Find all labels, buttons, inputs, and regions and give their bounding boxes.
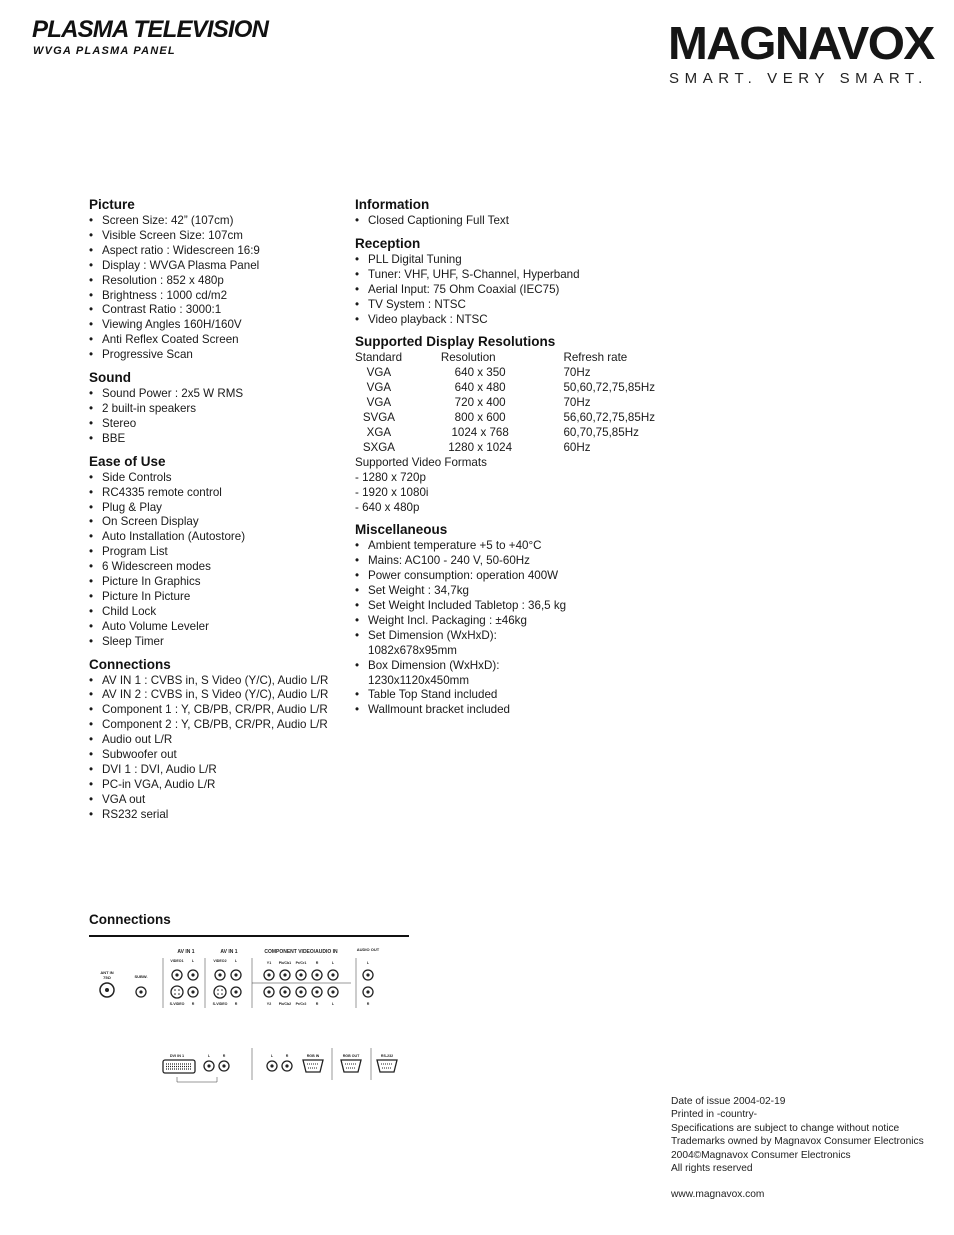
jack-pin-icon — [191, 990, 194, 993]
miscellaneous-list — [355, 539, 655, 718]
list-item: • Plug & Play — [89, 501, 351, 516]
table-cell: 60Hz — [563, 440, 591, 454]
video-formats-label: Supported Video Formats — [355, 455, 487, 469]
list-item: • Child Lock — [89, 605, 351, 620]
video-format-item: - 1280 x 720p — [355, 470, 426, 484]
section-sound — [89, 369, 351, 447]
section-resolutions — [355, 333, 655, 515]
pr2-label: Pr/Cr2 — [295, 1002, 307, 1006]
list-item: • Set Weight Included Tabletop : 36,5 kg — [355, 599, 655, 614]
sound-list — [89, 387, 351, 447]
table-header-row — [355, 351, 655, 366]
table-row — [355, 366, 655, 381]
component-label: COMPONENT VIDEO/AUDIO IN — [264, 949, 338, 955]
resolutions-table — [355, 351, 655, 455]
video1-label: VIDEO1 — [170, 959, 184, 963]
list-item: • Aerial Input: 75 Ohm Coaxial (IEC75) — [355, 283, 655, 298]
svideo-pin-icon — [217, 989, 219, 991]
list-item: • 6 Widescreen modes — [89, 560, 351, 575]
jack-pin-icon — [222, 1064, 225, 1067]
footer-line: Date of issue 2004-02-19 — [671, 1096, 786, 1107]
column-header: Resolution — [440, 351, 496, 365]
vga-in-port-icon — [303, 1060, 323, 1072]
video2-label: VIDEO2 — [213, 959, 227, 963]
list-item: • RC4335 remote control — [89, 486, 351, 501]
list-item: • 2 built-in speakers — [89, 402, 351, 417]
video-format-item: - 1920 x 1080i — [355, 485, 429, 499]
jack-pin-icon — [331, 973, 334, 976]
jack-pin-icon — [315, 973, 318, 976]
dvi-in-label: DVI IN 1 — [169, 1054, 185, 1058]
jack-pin-icon — [366, 990, 369, 993]
spacer — [671, 1175, 924, 1188]
ease-of-use-list — [89, 471, 351, 650]
table-cell: VGA — [366, 366, 392, 380]
rgb-in-label: RGB IN — [306, 1054, 320, 1058]
subwoofer-label: SUBW. — [134, 974, 148, 979]
section-reception — [355, 235, 655, 328]
diagram-title: Connections — [89, 912, 171, 927]
table-row — [355, 396, 655, 411]
list-item: • Display : WVGA Plasma Panel — [89, 259, 351, 274]
l-label: L — [366, 961, 370, 965]
table-cell: 720 x 400 — [454, 396, 506, 410]
table-row — [355, 426, 655, 441]
svideo-label: S-VIDEO — [212, 1002, 228, 1006]
list-item: • Picture In Graphics — [89, 575, 351, 590]
table-cell: 70Hz — [563, 396, 591, 410]
pr1-label: Pr/Cr1 — [295, 961, 307, 965]
jack-pin-icon — [366, 973, 369, 976]
brand-tagline: SMART. VERY SMART. — [669, 70, 928, 87]
r-label: R — [285, 1054, 289, 1058]
svideo-pin-icon — [174, 989, 176, 991]
connections-diagram — [89, 940, 409, 1090]
list-item: • Component 1 : Y, CB/PB, CR/PR, Audio L/R — [89, 703, 351, 718]
right-column — [355, 196, 655, 724]
svideo-jack-icon — [171, 986, 183, 998]
list-item: • On Screen Display — [89, 515, 351, 530]
list-item: • Box Dimension (WxHxD): 1230x1120x450mm — [355, 659, 518, 689]
footer-line: Specifications are subject to change without notice — [671, 1122, 900, 1134]
list-item: • Resolution : 852 x 480p — [89, 274, 351, 289]
table-cell: VGA — [366, 381, 392, 395]
brand-logo: MAGNAVOX — [668, 17, 934, 69]
jack-pin-icon — [207, 1064, 210, 1067]
list-item: • Sound Power : 2x5 W RMS — [89, 387, 351, 402]
table-cell: SXGA — [362, 440, 396, 454]
section-connections — [89, 656, 351, 823]
jack-pin-icon — [234, 973, 237, 976]
page-title: PLASMA TELEVISION — [32, 16, 269, 43]
list-item: • Side Controls — [89, 471, 351, 486]
svideo-pin-icon — [174, 993, 176, 995]
footer — [671, 1095, 924, 1202]
list-item: • Anti Reflex Coated Screen — [89, 333, 351, 348]
divider — [89, 935, 409, 937]
subwoofer-pin-icon — [139, 990, 142, 993]
svideo-pin-icon — [217, 993, 219, 995]
table-cell: 640 x 480 — [454, 381, 506, 395]
jack-pin-icon — [315, 990, 318, 993]
picture-list — [89, 214, 351, 363]
list-item: • PC-in VGA, Audio L/R — [89, 778, 351, 793]
information-list — [355, 214, 655, 229]
footer-line: Printed in -country- — [671, 1109, 758, 1121]
table-cell: 1024 x 768 — [451, 425, 509, 439]
list-item: • Component 2 : Y, CB/PB, CR/PR, Audio L/R — [89, 718, 351, 733]
r-label: R — [222, 1054, 226, 1058]
section-heading: Miscellaneous — [355, 522, 448, 538]
list-item: • AV IN 1 : CVBS in, S Video (Y/C), Audio L/R — [89, 674, 351, 689]
y1-label: Y1 — [266, 961, 272, 965]
jack-pin-icon — [218, 973, 221, 976]
list-item: • Video playback : NTSC — [355, 313, 655, 328]
list-item: • Viewing Angles 160H/160V — [89, 318, 351, 333]
list-item: • Set Weight : 34,7kg — [355, 584, 655, 599]
list-item: • VGA out — [89, 793, 351, 808]
list-item: • Progressive Scan — [89, 348, 351, 363]
jack-pin-icon — [331, 990, 334, 993]
l-label: L — [207, 1054, 211, 1058]
antenna-pin-icon — [105, 988, 109, 992]
jack-pin-icon — [285, 1064, 288, 1067]
list-item: • Mains: AC100 - 240 V, 50-60Hz — [355, 554, 655, 569]
table-cell: 50,60,72,75,85Hz — [563, 381, 655, 395]
r-label: R — [234, 1002, 238, 1006]
pb2-label: Pb/Cb2 — [278, 1002, 292, 1006]
audio-out-label: AUDIO OUT — [356, 947, 380, 952]
section-miscellaneous — [355, 521, 655, 718]
list-item: • Program List — [89, 545, 351, 560]
section-ease-of-use — [89, 453, 351, 650]
table-cell: 1280 x 1024 — [448, 440, 513, 454]
list-item: • Wallmount bracket included — [355, 703, 655, 718]
jack-pin-icon — [175, 973, 178, 976]
column-header: Refresh rate — [563, 351, 628, 365]
section-information — [355, 196, 655, 229]
list-item: • TV System : NTSC — [355, 298, 655, 313]
svideo-label: S-VIDEO — [169, 1002, 185, 1006]
l-label: L — [191, 959, 195, 963]
jack-pin-icon — [270, 1064, 273, 1067]
jack-pin-icon — [191, 973, 194, 976]
table-cell: 800 x 600 — [454, 411, 506, 425]
list-item: • DVI 1 : DVI, Audio L/R — [89, 763, 351, 778]
list-item: • Closed Captioning Full Text — [355, 214, 655, 229]
list-item: • Picture In Picture — [89, 590, 351, 605]
jack-pin-icon — [299, 990, 302, 993]
l-label: L — [234, 959, 238, 963]
list-item: • PLL Digital Tuning — [355, 253, 655, 268]
section-heading: Supported Display Resolutions — [355, 334, 556, 350]
y2-label: Y2 — [266, 1002, 272, 1006]
list-item: • Auto Installation (Autostore) — [89, 530, 351, 545]
table-cell: 640 x 350 — [454, 366, 506, 380]
vga-out-port-icon — [341, 1060, 361, 1072]
r-label: R — [315, 961, 319, 965]
jack-pin-icon — [267, 973, 270, 976]
list-item: • Screen Size: 42” (107cm) — [89, 214, 351, 229]
section-heading: Sound — [89, 370, 131, 386]
list-item: • Visible Screen Size: 107cm — [89, 229, 351, 244]
list-item: • Audio out L/R — [89, 733, 351, 748]
rgb-out-label: RGB OUT — [342, 1054, 360, 1058]
r-label: R — [191, 1002, 195, 1006]
table-row — [355, 411, 655, 426]
reception-list — [355, 253, 655, 328]
list-item: • Tuner: VHF, UHF, S-Channel, Hyperband — [355, 268, 655, 283]
footer-line: All rights reserved — [671, 1163, 753, 1175]
r-label: R — [366, 1002, 370, 1006]
rs232-port-icon — [377, 1060, 397, 1072]
section-heading: Ease of Use — [89, 453, 166, 469]
list-item: • Table Top Stand included — [355, 688, 655, 703]
dvi-link-bracket — [177, 1077, 217, 1082]
footer-line: 2004©Magnavox Consumer Electronics — [671, 1149, 851, 1161]
svideo-pin-icon — [221, 989, 223, 991]
table-row — [355, 381, 655, 396]
table-cell: VGA — [366, 396, 392, 410]
jack-pin-icon — [283, 990, 286, 993]
svideo-jack-icon — [214, 986, 226, 998]
jack-pin-icon — [267, 990, 270, 993]
av-in-2-label: AV IN 1 — [220, 949, 238, 955]
pb1-label: Pb/Cb1 — [278, 961, 292, 965]
left-column — [89, 196, 351, 829]
jack-pin-icon — [234, 990, 237, 993]
connections-list — [89, 674, 351, 823]
list-item: • Contrast Ratio : 3000:1 — [89, 303, 351, 318]
svideo-pin-icon — [178, 993, 180, 995]
footer-line: Trademarks owned by Magnavox Consumer Electronics — [671, 1136, 924, 1148]
av-in-1-label: AV IN 1 — [177, 949, 195, 955]
video-format-item: - 640 x 480p — [355, 500, 420, 514]
table-cell: 56,60,72,75,85Hz — [563, 411, 655, 425]
table-row — [355, 441, 655, 456]
jack-pin-icon — [283, 973, 286, 976]
rs232-label: RS-232 — [380, 1054, 394, 1058]
list-item: • Subwoofer out — [89, 748, 351, 763]
section-picture — [89, 196, 351, 363]
section-heading: Information — [355, 197, 430, 212]
list-item: • Aspect ratio : Widescreen 16:9 — [89, 244, 351, 259]
website-link[interactable]: www.magnavox.com — [671, 1189, 765, 1201]
list-item: • BBE — [89, 432, 351, 447]
table-cell: 60,70,75,85Hz — [563, 425, 639, 439]
section-heading: Reception — [355, 235, 421, 251]
table-cell: 70Hz — [563, 366, 591, 380]
section-heading: Connections — [89, 656, 171, 672]
svideo-pin-icon — [221, 993, 223, 995]
ant-in-label: ANT IN — [100, 970, 114, 975]
r-label: R — [315, 1002, 319, 1006]
page-subtitle: WVGA PLASMA PANEL — [33, 45, 176, 57]
jack-pin-icon — [299, 973, 302, 976]
list-item: • Ambient temperature +5 to +40°C — [355, 539, 655, 554]
l-label: L — [331, 961, 335, 965]
list-item: • Stereo — [89, 417, 351, 432]
list-item: • RS232 serial — [89, 808, 351, 823]
list-item: • AV IN 2 : CVBS in, S Video (Y/C), Audio L/R — [89, 688, 351, 703]
list-item: • Weight Incl. Packaging : ±46kg — [355, 614, 655, 629]
section-heading: Picture — [89, 197, 135, 212]
list-item: • Power consumption: operation 400W — [355, 569, 655, 584]
l-label: L — [331, 1002, 335, 1006]
column-header: Standard — [355, 351, 403, 365]
svideo-pin-icon — [178, 989, 180, 991]
list-item: • Set Dimension (WxHxD): 1082x678x95mm — [355, 629, 518, 659]
table-cell: SVGA — [362, 411, 396, 425]
list-item: • Sleep Timer — [89, 635, 351, 650]
list-item: • Auto Volume Leveler — [89, 620, 351, 635]
table-cell: XGA — [366, 425, 392, 439]
ant-ohm-label: 75Ω — [103, 975, 111, 980]
l-label: L — [270, 1054, 274, 1058]
list-item: • Brightness : 1000 cd/m2 — [89, 289, 351, 304]
